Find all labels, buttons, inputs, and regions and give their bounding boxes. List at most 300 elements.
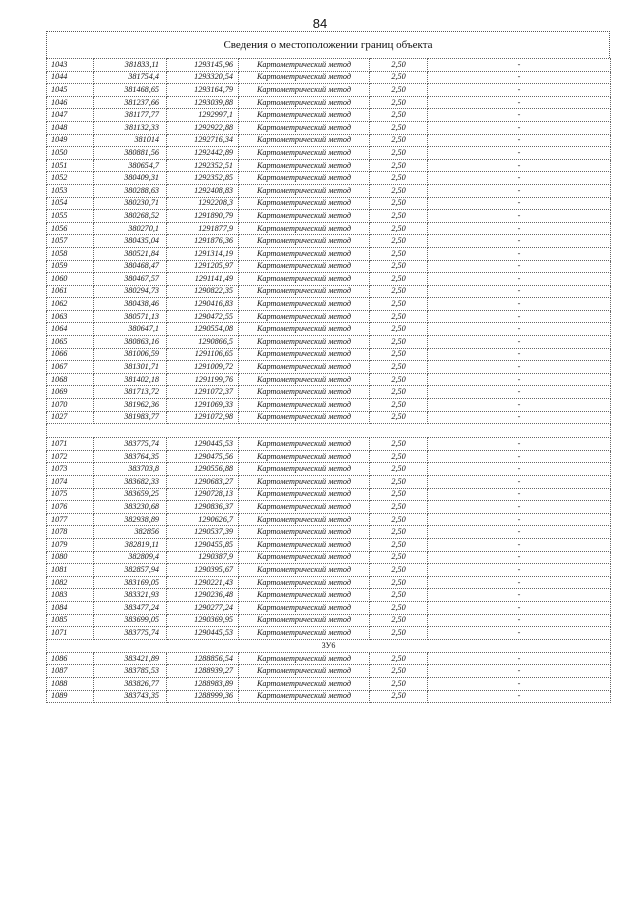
description-cell: - <box>428 285 611 298</box>
point-number-cell: 1071 <box>47 627 94 640</box>
accuracy-cell: 2,50 <box>370 576 428 589</box>
point-number-cell: 1079 <box>47 538 94 551</box>
accuracy-cell: 2,50 <box>370 627 428 640</box>
point-number-cell: 1068 <box>47 373 94 386</box>
description-cell: - <box>428 551 611 564</box>
x-coordinate-cell: 382856 <box>94 526 167 539</box>
table-row <box>47 172 611 185</box>
description-cell: - <box>428 260 611 273</box>
y-coordinate-cell: 1290866,5 <box>167 336 239 349</box>
accuracy-cell: 2,50 <box>370 589 428 602</box>
method-cell: Картометрический метод <box>239 589 370 602</box>
method-cell: Картометрический метод <box>239 235 370 248</box>
point-number-cell: 1075 <box>47 488 94 501</box>
y-coordinate-cell: 1290416,83 <box>167 298 239 311</box>
method-cell: Картометрический метод <box>239 665 370 678</box>
x-coordinate-cell: 381833,11 <box>94 59 167 72</box>
table-row <box>47 564 611 577</box>
table-row <box>47 210 611 223</box>
y-coordinate-cell: 1292208,3 <box>167 197 239 210</box>
description-cell: - <box>428 336 611 349</box>
y-coordinate-cell: 1288939,27 <box>167 665 239 678</box>
y-coordinate-cell: 1291199,76 <box>167 373 239 386</box>
table-row <box>47 677 611 690</box>
accuracy-cell: 2,50 <box>370 564 428 577</box>
description-cell: - <box>428 538 611 551</box>
description-cell: - <box>428 665 611 678</box>
table-row <box>47 247 611 260</box>
x-coordinate-cell: 382938,89 <box>94 513 167 526</box>
accuracy-cell: 2,50 <box>370 677 428 690</box>
point-number-cell: 1060 <box>47 273 94 286</box>
description-cell: - <box>428 134 611 147</box>
x-coordinate-cell: 381237,66 <box>94 96 167 109</box>
description-cell: - <box>428 601 611 614</box>
method-cell: Картометрический метод <box>239 285 370 298</box>
y-coordinate-cell: 1293164,79 <box>167 84 239 97</box>
accuracy-cell: 2,50 <box>370 147 428 160</box>
accuracy-cell: 2,50 <box>370 386 428 399</box>
x-coordinate-cell: 380468,47 <box>94 260 167 273</box>
y-coordinate-cell: 1290277,24 <box>167 601 239 614</box>
point-number-cell: 1057 <box>47 235 94 248</box>
x-coordinate-cell: 380571,13 <box>94 310 167 323</box>
table-row <box>47 336 611 349</box>
point-number-cell: 1080 <box>47 551 94 564</box>
y-coordinate-cell: 1292408,83 <box>167 184 239 197</box>
description-cell: - <box>428 450 611 463</box>
y-coordinate-cell: 1288999,36 <box>167 690 239 703</box>
y-coordinate-cell: 1290475,56 <box>167 450 239 463</box>
table-row <box>47 298 611 311</box>
description-cell: - <box>428 235 611 248</box>
point-number-cell: 1062 <box>47 298 94 311</box>
point-number-cell: 1085 <box>47 614 94 627</box>
x-coordinate-cell: 383775,74 <box>94 627 167 640</box>
x-coordinate-cell: 382819,11 <box>94 538 167 551</box>
description-cell: - <box>428 614 611 627</box>
method-cell: Картометрический метод <box>239 96 370 109</box>
accuracy-cell: 2,50 <box>370 463 428 476</box>
accuracy-cell: 2,50 <box>370 235 428 248</box>
x-coordinate-cell: 382857,94 <box>94 564 167 577</box>
table-row <box>47 71 611 84</box>
table-row <box>47 399 611 412</box>
table-row <box>47 109 611 122</box>
x-coordinate-cell: 383321,93 <box>94 589 167 602</box>
table-row <box>47 438 611 451</box>
accuracy-cell: 2,50 <box>370 121 428 134</box>
accuracy-cell: 2,50 <box>370 652 428 665</box>
point-number-cell: 1059 <box>47 260 94 273</box>
x-coordinate-cell: 380435,04 <box>94 235 167 248</box>
point-number-cell: 1027 <box>47 411 94 424</box>
accuracy-cell: 2,50 <box>370 411 428 424</box>
accuracy-cell: 2,50 <box>370 348 428 361</box>
table-row <box>47 652 611 665</box>
method-cell: Картометрический метод <box>239 652 370 665</box>
x-coordinate-cell: 383169,05 <box>94 576 167 589</box>
table-row <box>47 96 611 109</box>
accuracy-cell: 2,50 <box>370 601 428 614</box>
method-cell: Картометрический метод <box>239 438 370 451</box>
description-cell: - <box>428 121 611 134</box>
method-cell: Картометрический метод <box>239 159 370 172</box>
point-number-cell: 1070 <box>47 399 94 412</box>
x-coordinate-cell: 380270,1 <box>94 222 167 235</box>
accuracy-cell: 2,50 <box>370 71 428 84</box>
accuracy-cell: 2,50 <box>370 197 428 210</box>
table-row <box>47 386 611 399</box>
description-cell: - <box>428 298 611 311</box>
separator-row-cell <box>47 424 611 438</box>
description-cell: - <box>428 71 611 84</box>
y-coordinate-cell: 1291069,33 <box>167 399 239 412</box>
coordinates-table-body <box>47 59 611 703</box>
point-number-cell: 1061 <box>47 285 94 298</box>
point-number-cell: 1078 <box>47 526 94 539</box>
method-cell: Картометрический метод <box>239 526 370 539</box>
method-cell: Картометрический метод <box>239 677 370 690</box>
y-coordinate-cell: 1292716,34 <box>167 134 239 147</box>
x-coordinate-cell: 383703,8 <box>94 463 167 476</box>
coordinates-table <box>46 58 611 703</box>
accuracy-cell: 2,50 <box>370 260 428 273</box>
table-row <box>47 260 611 273</box>
table-row <box>47 665 611 678</box>
y-coordinate-cell: 1292922,88 <box>167 121 239 134</box>
table-row <box>47 551 611 564</box>
method-cell: Картометрический метод <box>239 564 370 577</box>
point-number-cell: 1058 <box>47 247 94 260</box>
description-cell: - <box>428 501 611 514</box>
accuracy-cell: 2,50 <box>370 538 428 551</box>
x-coordinate-cell: 380647,1 <box>94 323 167 336</box>
table-row <box>47 526 611 539</box>
y-coordinate-cell: 1292352,51 <box>167 159 239 172</box>
x-coordinate-cell: 383775,74 <box>94 438 167 451</box>
description-cell: - <box>428 96 611 109</box>
table-row <box>47 310 611 323</box>
x-coordinate-cell: 380438,46 <box>94 298 167 311</box>
point-number-cell: 1089 <box>47 690 94 703</box>
x-coordinate-cell: 381132,33 <box>94 121 167 134</box>
table-row <box>47 614 611 627</box>
method-cell: Картометрический метод <box>239 501 370 514</box>
x-coordinate-cell: 380288,63 <box>94 184 167 197</box>
accuracy-cell: 2,50 <box>370 361 428 374</box>
point-number-cell: 1051 <box>47 159 94 172</box>
description-cell: - <box>428 273 611 286</box>
method-cell: Картометрический метод <box>239 450 370 463</box>
point-number-cell: 1046 <box>47 96 94 109</box>
method-cell: Картометрический метод <box>239 172 370 185</box>
x-coordinate-cell: 383826,77 <box>94 677 167 690</box>
method-cell: Картометрический метод <box>239 373 370 386</box>
method-cell: Картометрический метод <box>239 84 370 97</box>
method-cell: Картометрический метод <box>239 121 370 134</box>
method-cell: Картометрический метод <box>239 310 370 323</box>
x-coordinate-cell: 383659,25 <box>94 488 167 501</box>
point-number-cell: 1044 <box>47 71 94 84</box>
method-cell: Картометрический метод <box>239 538 370 551</box>
accuracy-cell: 2,50 <box>370 323 428 336</box>
description-cell: - <box>428 589 611 602</box>
method-cell: Картометрический метод <box>239 109 370 122</box>
method-cell: Картометрический метод <box>239 386 370 399</box>
x-coordinate-cell: 383785,53 <box>94 665 167 678</box>
description-cell: - <box>428 476 611 489</box>
y-coordinate-cell: 1291009,72 <box>167 361 239 374</box>
table-row <box>47 513 611 526</box>
boundary-document <box>46 31 610 703</box>
y-coordinate-cell: 1290836,37 <box>167 501 239 514</box>
accuracy-cell: 2,50 <box>370 184 428 197</box>
description-cell: - <box>428 323 611 336</box>
point-number-cell: 1082 <box>47 576 94 589</box>
method-cell: Картометрический метод <box>239 399 370 412</box>
accuracy-cell: 2,50 <box>370 310 428 323</box>
table-row <box>47 285 611 298</box>
method-cell: Картометрический метод <box>239 614 370 627</box>
method-cell: Картометрический метод <box>239 197 370 210</box>
table-row <box>47 361 611 374</box>
description-cell: - <box>428 576 611 589</box>
y-coordinate-cell: 1290626,7 <box>167 513 239 526</box>
method-cell: Картометрический метод <box>239 247 370 260</box>
accuracy-cell: 2,50 <box>370 298 428 311</box>
method-cell: Картометрический метод <box>239 260 370 273</box>
x-coordinate-cell: 381754,4 <box>94 71 167 84</box>
point-number-cell: 1088 <box>47 677 94 690</box>
accuracy-cell: 2,50 <box>370 96 428 109</box>
description-cell: - <box>428 222 611 235</box>
accuracy-cell: 2,50 <box>370 172 428 185</box>
x-coordinate-cell: 380654,7 <box>94 159 167 172</box>
x-coordinate-cell: 381983,77 <box>94 411 167 424</box>
table-row <box>47 627 611 640</box>
accuracy-cell: 2,50 <box>370 210 428 223</box>
x-coordinate-cell: 380268,52 <box>94 210 167 223</box>
point-number-cell: 1081 <box>47 564 94 577</box>
description-cell: - <box>428 627 611 640</box>
accuracy-cell: 2,50 <box>370 665 428 678</box>
accuracy-cell: 2,50 <box>370 159 428 172</box>
description-cell: - <box>428 564 611 577</box>
x-coordinate-cell: 383764,35 <box>94 450 167 463</box>
x-coordinate-cell: 382809,4 <box>94 551 167 564</box>
method-cell: Картометрический метод <box>239 184 370 197</box>
x-coordinate-cell: 381014 <box>94 134 167 147</box>
y-coordinate-cell: 1288983,89 <box>167 677 239 690</box>
description-cell: - <box>428 247 611 260</box>
point-number-cell: 1067 <box>47 361 94 374</box>
accuracy-cell: 2,50 <box>370 336 428 349</box>
y-coordinate-cell: 1291876,36 <box>167 235 239 248</box>
x-coordinate-cell: 380409,31 <box>94 172 167 185</box>
point-number-cell: 1072 <box>47 450 94 463</box>
point-number-cell: 1047 <box>47 109 94 122</box>
x-coordinate-cell: 381006,59 <box>94 348 167 361</box>
description-cell: - <box>428 373 611 386</box>
accuracy-cell: 2,50 <box>370 399 428 412</box>
table-row <box>47 222 611 235</box>
table-row <box>47 501 611 514</box>
description-cell: - <box>428 197 611 210</box>
y-coordinate-cell: 1291205,97 <box>167 260 239 273</box>
y-coordinate-cell: 1290683,27 <box>167 476 239 489</box>
point-number-cell: 1073 <box>47 463 94 476</box>
y-coordinate-cell: 1290554,08 <box>167 323 239 336</box>
method-cell: Картометрический метод <box>239 690 370 703</box>
group-label-row <box>47 639 611 652</box>
point-number-cell: 1050 <box>47 147 94 160</box>
description-cell: - <box>428 488 611 501</box>
method-cell: Картометрический метод <box>239 411 370 424</box>
point-number-cell: 1053 <box>47 184 94 197</box>
description-cell: - <box>428 652 611 665</box>
point-number-cell: 1077 <box>47 513 94 526</box>
y-coordinate-cell: 1290472,55 <box>167 310 239 323</box>
table-row <box>47 463 611 476</box>
description-cell: - <box>428 109 611 122</box>
accuracy-cell: 2,50 <box>370 526 428 539</box>
method-cell: Картометрический метод <box>239 627 370 640</box>
x-coordinate-cell: 380294,73 <box>94 285 167 298</box>
table-row <box>47 147 611 160</box>
accuracy-cell: 2,50 <box>370 247 428 260</box>
x-coordinate-cell: 383682,33 <box>94 476 167 489</box>
y-coordinate-cell: 1290537,39 <box>167 526 239 539</box>
table-row <box>47 488 611 501</box>
y-coordinate-cell: 1290822,35 <box>167 285 239 298</box>
point-number-cell: 1048 <box>47 121 94 134</box>
method-cell: Картометрический метод <box>239 513 370 526</box>
description-cell: - <box>428 210 611 223</box>
method-cell: Картометрический метод <box>239 576 370 589</box>
y-coordinate-cell: 1291877,9 <box>167 222 239 235</box>
method-cell: Картометрический метод <box>239 273 370 286</box>
page-number: 84 <box>312 16 328 31</box>
point-number-cell: 1043 <box>47 59 94 72</box>
method-cell: Картометрический метод <box>239 336 370 349</box>
table-row <box>47 589 611 602</box>
point-number-cell: 1074 <box>47 476 94 489</box>
x-coordinate-cell: 381301,71 <box>94 361 167 374</box>
separator-row <box>47 424 611 438</box>
description-cell: - <box>428 84 611 97</box>
point-number-cell: 1069 <box>47 386 94 399</box>
point-number-cell: 1087 <box>47 665 94 678</box>
point-number-cell: 1086 <box>47 652 94 665</box>
description-cell: - <box>428 513 611 526</box>
table-row <box>47 411 611 424</box>
accuracy-cell: 2,50 <box>370 513 428 526</box>
y-coordinate-cell: 1291072,98 <box>167 411 239 424</box>
x-coordinate-cell: 383699,05 <box>94 614 167 627</box>
accuracy-cell: 2,50 <box>370 84 428 97</box>
y-coordinate-cell: 1290455,85 <box>167 538 239 551</box>
method-cell: Картометрический метод <box>239 147 370 160</box>
accuracy-cell: 2,50 <box>370 551 428 564</box>
y-coordinate-cell: 1292442,89 <box>167 147 239 160</box>
description-cell: - <box>428 361 611 374</box>
description-cell: - <box>428 677 611 690</box>
accuracy-cell: 2,50 <box>370 488 428 501</box>
x-coordinate-cell: 381177,77 <box>94 109 167 122</box>
description-cell: - <box>428 399 611 412</box>
point-number-cell: 1076 <box>47 501 94 514</box>
table-row <box>47 576 611 589</box>
method-cell: Картометрический метод <box>239 71 370 84</box>
y-coordinate-cell: 1293320,54 <box>167 71 239 84</box>
table-row <box>47 159 611 172</box>
description-cell: - <box>428 438 611 451</box>
table-title: Сведения о местоположении границ объекта <box>46 31 610 58</box>
point-number-cell: 1056 <box>47 222 94 235</box>
y-coordinate-cell: 1291106,65 <box>167 348 239 361</box>
table-row <box>47 84 611 97</box>
point-number-cell: 1071 <box>47 438 94 451</box>
accuracy-cell: 2,50 <box>370 373 428 386</box>
method-cell: Картометрический метод <box>239 488 370 501</box>
y-coordinate-cell: 1291890,79 <box>167 210 239 223</box>
table-row <box>47 348 611 361</box>
point-number-cell: 1049 <box>47 134 94 147</box>
accuracy-cell: 2,50 <box>370 222 428 235</box>
x-coordinate-cell: 381402,18 <box>94 373 167 386</box>
table-row <box>47 134 611 147</box>
table-row <box>47 197 611 210</box>
x-coordinate-cell: 381713,72 <box>94 386 167 399</box>
x-coordinate-cell: 383477,24 <box>94 601 167 614</box>
y-coordinate-cell: 1291314,19 <box>167 247 239 260</box>
x-coordinate-cell: 380467,57 <box>94 273 167 286</box>
y-coordinate-cell: 1293145,96 <box>167 59 239 72</box>
table-row <box>47 121 611 134</box>
table-row <box>47 538 611 551</box>
y-coordinate-cell: 1290728,13 <box>167 488 239 501</box>
accuracy-cell: 2,50 <box>370 285 428 298</box>
x-coordinate-cell: 383421,89 <box>94 652 167 665</box>
accuracy-cell: 2,50 <box>370 450 428 463</box>
table-row <box>47 235 611 248</box>
y-coordinate-cell: 1291141,49 <box>167 273 239 286</box>
x-coordinate-cell: 380863,16 <box>94 336 167 349</box>
point-number-cell: 1065 <box>47 336 94 349</box>
table-row <box>47 690 611 703</box>
y-coordinate-cell: 1290445,53 <box>167 627 239 640</box>
accuracy-cell: 2,50 <box>370 614 428 627</box>
y-coordinate-cell: 1290395,67 <box>167 564 239 577</box>
description-cell: - <box>428 348 611 361</box>
method-cell: Картометрический метод <box>239 323 370 336</box>
accuracy-cell: 2,50 <box>370 690 428 703</box>
y-coordinate-cell: 1290236,48 <box>167 589 239 602</box>
point-number-cell: 1064 <box>47 323 94 336</box>
y-coordinate-cell: 1290387,9 <box>167 551 239 564</box>
accuracy-cell: 2,50 <box>370 476 428 489</box>
description-cell: - <box>428 59 611 72</box>
description-cell: - <box>428 690 611 703</box>
table-row <box>47 373 611 386</box>
table-row <box>47 450 611 463</box>
point-number-cell: 1083 <box>47 589 94 602</box>
point-number-cell: 1055 <box>47 210 94 223</box>
point-number-cell: 1045 <box>47 84 94 97</box>
description-cell: - <box>428 172 611 185</box>
x-coordinate-cell: 380881,56 <box>94 147 167 160</box>
